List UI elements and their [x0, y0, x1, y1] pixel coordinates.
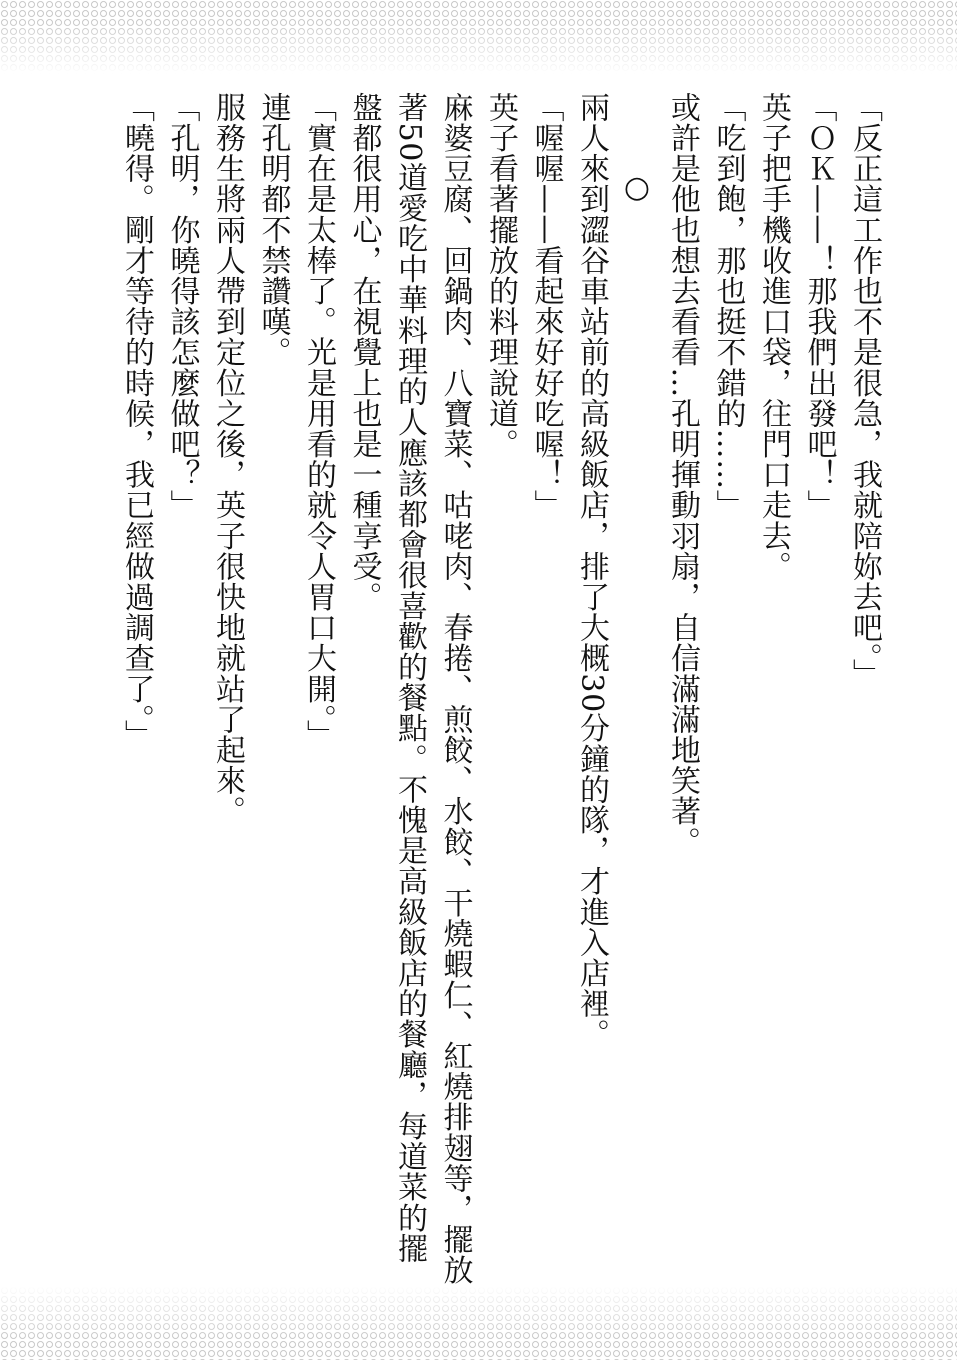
vertical-text-body	[114, 92, 888, 1292]
paragraph: 「吃到飽，那也挺不錯的……」	[710, 92, 746, 521]
paragraph: 「喔喔——看起來好好吃喔！」	[528, 92, 564, 521]
paragraph: 服務生將兩人帶到定位之後，英子很快地就站了起來。	[210, 92, 245, 827]
paragraph: 或許是他也想去看看…孔明揮動羽扇，自信滿滿地笑著。	[665, 92, 700, 857]
paragraph: 「曉得。剛才等待的時候，我已經做過調查了。」	[119, 92, 154, 751]
paragraph: 兩人來到澀谷車站前的高級飯店，排了大概30分鐘的隊，才進入店裡。	[574, 92, 609, 1050]
paragraph: 英子看著擺放的料理說道。	[483, 92, 518, 460]
paragraph: 麻婆豆腐、回鍋肉、八寶菜、咕咾肉、春捲、煎餃、水餃、干燒蝦仁、紅燒排翅等，擺放著50道愛吃中華料理的人應該都會很喜歡的餐點。不愧是高級飯店的餐廳，每道菜的擺盤都很用心，在視覺上也是一種享受。	[346, 92, 473, 1286]
paragraph: 連孔明都不禁讚嘆。	[255, 92, 291, 368]
paragraph: 英子把手機收進口袋，往門口走去。	[756, 92, 791, 582]
paragraph: 「實在是太棒了。光是用看的就令人胃口大開。」	[301, 92, 336, 751]
paragraph: 「孔明，你曉得該怎麼做吧？」	[164, 92, 200, 521]
top-decorative-band	[0, 0, 957, 74]
scene-break-symbol: ○	[619, 170, 655, 206]
paragraph: 「ＯＫ——！那我們出發吧！」	[801, 92, 837, 521]
bottom-decorative-band	[0, 1286, 957, 1360]
paragraph: 「反正這工作也不是很急，我就陪妳去吧。」	[847, 92, 882, 689]
